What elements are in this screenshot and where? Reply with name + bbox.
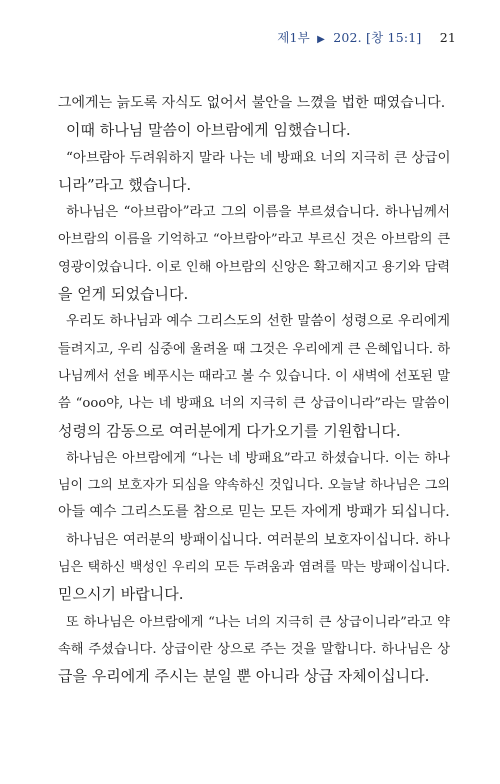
- text-line: 나님께서 선을 베푸시는 때라고 볼 수 있습니다. 이 새벽에 선포된 말: [58, 368, 450, 384]
- text-line: 그에게는 늙도록 자식도 없어서 불안을 느꼈을 법한 때였습니다.: [58, 95, 446, 111]
- text-line: 하나님은 아브람에게 “나는 네 방패요”라고 하셨습니다. 이는 하나: [66, 450, 450, 466]
- text-line: 을 얻게 되었습니다.: [58, 285, 189, 304]
- section-reference: 202. [창 15:1]: [333, 30, 422, 45]
- text-line: 이때 하나님 말씀이 아브람에게 임했습니다.: [66, 121, 351, 140]
- text-line: 님은 택하신 백성인 우리의 모든 두려움과 염려를 막는 방패이십니다.: [58, 560, 450, 576]
- text-line: 속해 주셨습니다. 상급이란 상으로 주는 것을 말합니다. 하나님은 상: [58, 641, 450, 657]
- text-line: 급을 우리에게 주시는 분일 뿐 아니라 상급 자체이십니다.: [58, 667, 430, 686]
- text-line: 아브람의 이름을 기억하고 “아브람아”라고 부르신 것은 아브람의 큰: [58, 232, 450, 248]
- text-line: 우리도 하나님과 예수 그리스도의 선한 말씀이 성령으로 우리에게: [66, 313, 450, 330]
- text-line: 니라”라고 했습니다.: [58, 175, 192, 194]
- text-line: 믿으시기 바랍니다.: [58, 585, 184, 604]
- page-number: 21: [439, 30, 456, 45]
- text-line: 하나님은 여러분의 방패이십니다. 여러분의 보호자이십니다. 하나: [66, 531, 450, 548]
- text-line: 또 하나님은 아브람에게 “나는 너의 지극히 큰 상급이니라”라고 약: [66, 614, 450, 630]
- running-header: [277, 28, 456, 46]
- text-line: 씀 “ooo야, 나는 네 방패요 너의 지극히 큰 상급이니라”라는 말씀이: [58, 396, 450, 412]
- text-line: 성령의 감동으로 여러분에게 다가오기를 기원합니다.: [58, 421, 401, 440]
- text-line: 하나님은 “아브람아”라고 그의 이름을 부르셨습니다. 하나님께서: [66, 204, 450, 221]
- body-text: [58, 90, 450, 691]
- play-arrow-icon: ▶: [317, 34, 326, 45]
- text-line: 영광이었습니다. 이로 인해 아브람의 신앙은 확고해지고 용기와 담력: [58, 259, 451, 275]
- text-line: 아들 예수 그리스도를 참으로 믿는 모든 자에게 방패가 되십니다.: [58, 504, 450, 521]
- text-line: 님이 그의 보호자가 되심을 약속하신 것입니다. 오늘날 하나님은 그의: [58, 478, 450, 494]
- part-label: 제1부: [277, 30, 310, 45]
- text-line: 들려지고, 우리 심중에 울려올 때 그것은 우리에게 큰 은혜입니다. 하: [58, 341, 450, 357]
- text-line: “아브람아 두려워하지 말라 나는 네 방패요 너의 지극히 큰 상급이: [66, 149, 451, 166]
